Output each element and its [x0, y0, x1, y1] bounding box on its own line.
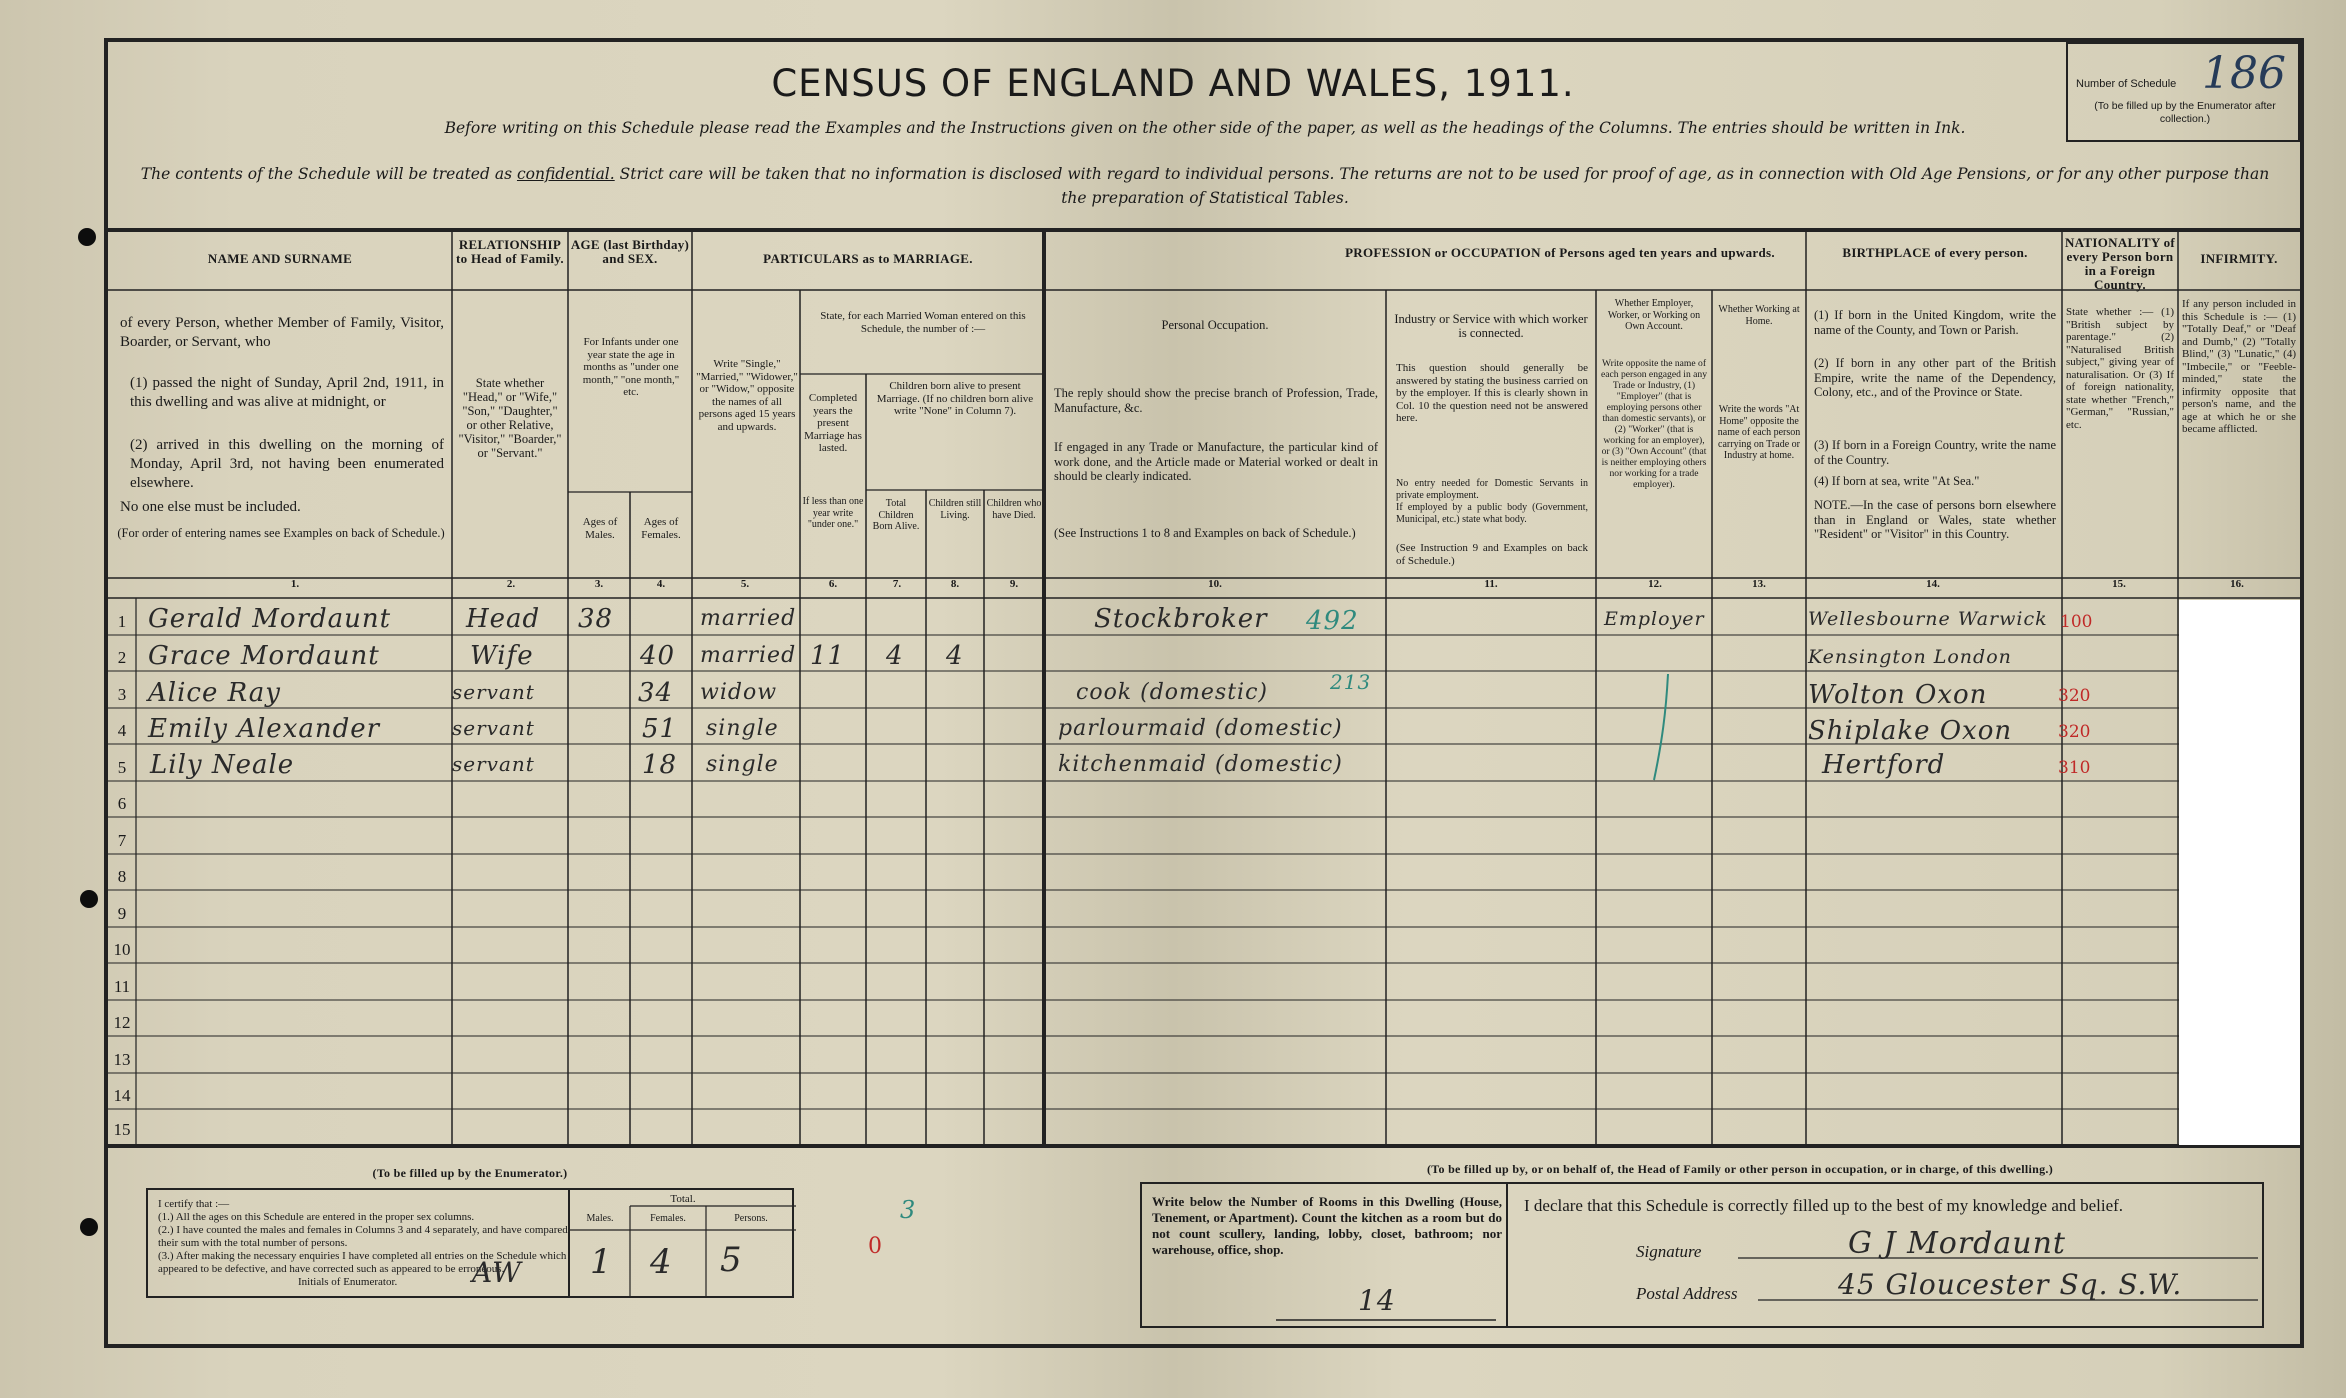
enumerator-initials: AW	[472, 1256, 522, 1289]
ages-females-label: Ages of Females.	[641, 516, 681, 541]
industry-desc-3: If employed by a public body (Government, Municipal, etc.) state what body.	[1396, 502, 1588, 525]
certify-item-1: (1.) All the ages on this Schedule are entered in the proper sex columns.	[158, 1211, 475, 1223]
entry-age-female: 34	[638, 678, 674, 708]
schedule-number: 186	[2202, 48, 2286, 99]
redacted-patch	[2179, 600, 2300, 1145]
column-number: 11.	[1484, 578, 1498, 590]
relationship-desc: State whether "Head," or "Wife," "Son," "Daughter," or other Relative, "Visitor," "Boarder," or "Servant."	[458, 376, 562, 460]
schedule-number-label: Number of Schedule	[2076, 78, 2177, 90]
total-females: 4	[650, 1242, 673, 1282]
confidentiality-text-a: The contents of the Schedule will be treated as	[140, 165, 513, 183]
header-infirmity: INFIRMITY.	[2200, 251, 2278, 266]
total-children-label: Total Children Born Alive.	[872, 498, 920, 532]
page-title: CENSUS OF ENGLAND AND WALES, 1911.	[771, 62, 1575, 105]
header-relationship: RELATIONSHIP to Head of Family.	[456, 237, 564, 266]
less-than-one-desc: If less than one year write "under one."	[802, 496, 864, 530]
column-number: 5.	[740, 578, 750, 590]
entry-employment-status: Employer	[1604, 608, 1705, 630]
row-number: 9	[117, 904, 127, 923]
name-desc-a: of every Person, whether Member of Family, Visitor, Boarder, or Servant, who	[120, 315, 444, 350]
certify-label: I certify that :—	[158, 1198, 230, 1210]
rooms-box	[1140, 1182, 1508, 1328]
intro-instructions: Before writing on this Schedule please read the Examples and the Instructions given on the other side of the paper, as well as the headings of the Columns. The entries should be written in Ink.	[444, 119, 1966, 137]
entry-relationship: servant	[452, 752, 535, 776]
personal-occupation-desc-2: If engaged in any Trade or Manufacture, the particular kind of work done, and the Article made or Material worked or dealt in should be clearly indicated.	[1054, 440, 1378, 483]
row-number: 15	[113, 1120, 131, 1139]
name-desc-d: No one else must be included.	[120, 499, 301, 515]
totals-box	[568, 1190, 794, 1296]
personal-occupation-desc-3: (See Instructions 1 to 8 and Examples on back of Schedule.)	[1054, 526, 1356, 540]
persons-label: Persons.	[734, 1213, 768, 1224]
entry-occupation-code: 213	[1330, 670, 1372, 694]
column-number: 4.	[656, 578, 666, 590]
entry-age-female: 51	[642, 714, 678, 744]
children-living-label: Children still Living.	[928, 498, 982, 521]
entry-occupation-code: 492	[1306, 606, 1359, 636]
column-number: 15.	[2112, 578, 2126, 590]
entry-children-born: 4	[886, 641, 904, 671]
birthplace-rule-3: (3) If born in a Foreign Country, write the name of the Country.	[1814, 438, 2056, 467]
row-number: 8	[117, 867, 127, 886]
header-age: AGE (last Birthday) and SEX.	[570, 237, 690, 266]
head-section-heading: (To be filled up by, or on behalf of, the Head of Family or other person in occupation, or in charge, of this dwelling.)	[1426, 1162, 2054, 1176]
ages-males-label: Ages of Males.	[582, 516, 618, 541]
row-number: 1	[117, 612, 127, 631]
entry-name: Gerald Mordaunt	[148, 604, 392, 634]
total-label: Total.	[670, 1193, 696, 1205]
entry-occupation: parlourmaid (domestic)	[1058, 716, 1343, 741]
entry-relationship: Wife	[470, 641, 534, 671]
certify-item-2: (2.) I have counted the males and females in Columns 3 and 4 separately, and have compared their sum with the total number of persons.	[158, 1224, 568, 1249]
initials-label: Initials of Enumerator.	[298, 1276, 398, 1288]
signature-label: Signature	[1636, 1242, 1702, 1261]
personal-occupation-label: Personal Occupation.	[1161, 318, 1269, 332]
declaration-text: I declare that this Schedule is correctly filled up to the best of my knowledge and belief.	[1524, 1196, 2124, 1215]
row-number: 7	[117, 831, 127, 850]
personal-occupation-desc-1: The reply should show the precise branch of Profession, Trade, Manufacture, &c.	[1054, 386, 1378, 415]
punch-hole	[78, 228, 96, 246]
entry-relationship: servant	[452, 680, 535, 704]
confidentiality-text-b: Strict care will be taken that no information is disclosed with regard to individual persons. The returns are not to be used for proof of age, as in connection with Old Age Pensions, or for any other purpose than the preparation of Statistical Tables.	[619, 165, 2270, 207]
column-number: 10.	[1208, 578, 1222, 590]
entry-birthplace-code: 320	[2058, 722, 2091, 742]
males-label: Males.	[586, 1213, 614, 1224]
entry-age-female: 18	[642, 750, 678, 780]
entry-birthplace-code: 320	[2058, 686, 2091, 706]
column-number: 3.	[594, 578, 604, 590]
entry-name: Lily Neale	[150, 750, 295, 780]
at-home-desc: Write the words "At Home" opposite the name of each person carrying on Trade or Industry at home.	[1717, 404, 1801, 461]
row-number: 6	[117, 794, 127, 813]
name-desc-c: (2) arrived in this dwelling on the morning of Monday, April 3rd, not having been enumerated elsewhere.	[130, 437, 444, 491]
completed-years-desc: Completed years the present Marriage has lasted.	[804, 392, 862, 454]
punch-hole	[80, 890, 98, 908]
females-label: Females.	[650, 1213, 686, 1224]
column-number: 2.	[506, 578, 516, 590]
birthplace-rule-2: (2) If born in any other part of the British Empire, write the name of the Dependency, Colony, etc., and of the Province or State.	[1814, 356, 2056, 399]
industry-desc-1: This question should generally be answered by stating the business carried on by the employer. If this is clearly shown in Col. 10 the question need not be answered here.	[1396, 362, 1588, 424]
employer-desc: Write opposite the name of each person engaged in any Trade or Industry, (1) "Employer" (that is employing persons other than domestic servants), or (2) "Worker" (that is working for an employer), or (3) "Own Account" (that is neither employing others nor working for a trade employer).	[1600, 358, 1708, 490]
certify-item-3: (3.) After making the necessary enquiries I have completed all entries on the Schedule which appeared to be defective, and have corrected such as appeared to be erroneous.	[158, 1250, 567, 1275]
birthplace-note: NOTE.—In the case of persons born elsewhere than in England or Wales, state whether "Resident" or "Visitor" in this Country.	[1814, 498, 2056, 541]
green-mark: 3	[900, 1196, 917, 1224]
column-number: 6.	[828, 578, 838, 590]
entry-relationship: Head	[466, 604, 541, 634]
entry-birthplace: Shiplake Oxon	[1808, 716, 2013, 746]
column-number: 7.	[892, 578, 902, 590]
row-number: 13	[113, 1050, 131, 1069]
column-number: 12.	[1648, 578, 1662, 590]
birthplace-rule-1: (1) If born in the United Kingdom, write the name of the County, and Town or Parish.	[1814, 308, 2056, 337]
row-number: 3	[117, 685, 127, 704]
industry-label: Industry or Service with which worker is connected.	[1394, 312, 1588, 340]
entry-birthplace-code: 100	[2060, 612, 2093, 632]
column-number: 1.	[290, 578, 300, 590]
header-profession: PROFESSION or OCCUPATION of Persons aged ten years and upwards.	[1345, 245, 1775, 260]
row-number: 12	[113, 1013, 131, 1032]
entry-name: Emily Alexander	[148, 714, 381, 744]
entry-age-male: 38	[578, 604, 614, 634]
header-marriage: PARTICULARS as to MARRIAGE.	[763, 251, 973, 266]
ditto-mark	[1640, 672, 1680, 782]
total-males: 1	[590, 1242, 613, 1282]
entry-birthplace: Hertford	[1822, 750, 1946, 780]
condition-desc: Write "Single," "Married," "Widower," or "Widow," opposite the names of all persons aged 15 years and upwards.	[696, 358, 798, 433]
infirmity-desc: If any person included in this Schedule is :— (1) "Totally Deaf," or "Deaf and Dumb," (2) "Totally Blind," (3) "Lunatic," (4) "Imbecile," or "Feeble-minded," state the infirmity opposite that person's name, and the age at which he or she became afflicted.	[2182, 298, 2296, 435]
column-number: 16.	[2230, 578, 2244, 590]
confidential-word: confidential.	[516, 165, 615, 183]
row-number: 10	[113, 940, 131, 959]
number-of-rooms: 14	[1358, 1284, 1396, 1317]
column-number: 14.	[1926, 578, 1940, 590]
declaration-box	[1508, 1182, 2264, 1328]
entry-condition: married	[700, 606, 797, 631]
name-desc-b: (1) passed the night of Sunday, April 2nd, 1911, in this dwelling and was alive at midnight, or	[130, 375, 444, 410]
industry-desc-4: (See Instruction 9 and Examples on back of Schedule.)	[1396, 542, 1588, 567]
entry-birthplace: Wellesbourne Warwick	[1808, 608, 2048, 630]
children-born-desc: Children born alive to present Marriage. (If no children born alive write "None" in Column 7).	[876, 380, 1034, 417]
children-died-label: Children who have Died.	[986, 498, 1042, 521]
entry-condition: single	[706, 752, 779, 777]
row-number: 2	[117, 648, 127, 667]
rooms-instructions: Write below the Number of Rooms in this Dwelling (House, Tenement, or Apartment). Count the kitchen as a room but do not count scullery, landing, lobby, closet, bathroom; nor warehouse, office, shop.	[1152, 1194, 1502, 1257]
confidentiality-notice	[130, 162, 2280, 210]
entry-birthplace: Wolton Oxon	[1808, 680, 1988, 710]
entry-condition: married	[700, 643, 797, 668]
entry-condition: single	[706, 716, 779, 741]
row-number: 5	[117, 758, 127, 777]
entry-birthplace: Kensington London	[1808, 646, 2012, 668]
name-desc-e: (For order of entering names see Examples on back of Schedule.)	[117, 526, 445, 540]
entry-occupation: cook (domestic)	[1076, 680, 1268, 705]
nationality-desc: State whether :— (1) "British subject by parentage." (2) "Naturalised British subject," giving year of naturalisation. Or (3) If of foreign nationality, state whether "French," "German," "Russian," etc.	[2066, 306, 2174, 431]
column-number: 13.	[1752, 578, 1766, 590]
schedule-number-note: (To be filled up by the Enumerator after collection.)	[2094, 100, 2276, 125]
signature: G J Mordaunt	[1848, 1226, 2066, 1261]
entry-children-living: 4	[946, 641, 964, 671]
column-number: 8.	[950, 578, 960, 590]
birthplace-rule-4: (4) If born at sea, write "At Sea."	[1814, 474, 1980, 488]
postal-address: 45 Gloucester Sq. S.W.	[1838, 1268, 2183, 1301]
infants-desc: For Infants under one year state the age in months as "under one month," "one month," etc.	[582, 336, 680, 398]
entry-name: Grace Mordaunt	[148, 641, 380, 671]
header-name: NAME AND SURNAME	[207, 251, 353, 266]
at-home-label: Whether Working at Home.	[1718, 304, 1800, 327]
entry-years-married: 11	[810, 641, 846, 671]
postal-address-label: Postal Address	[1636, 1284, 1738, 1303]
entry-age-female: 40	[640, 641, 676, 671]
industry-desc-2: No entry needed for Domestic Servants in private employment.	[1396, 478, 1588, 501]
entry-occupation: Stockbroker	[1094, 604, 1268, 634]
rooms-line	[1276, 1318, 1496, 1322]
entry-birthplace-code: 310	[2058, 758, 2091, 778]
enumerator-certificate	[146, 1188, 794, 1298]
row-number: 14	[113, 1086, 131, 1105]
married-woman-desc: State, for each Married Woman entered on this Schedule, the number of :—	[820, 310, 1026, 335]
header-nationality: NATIONALITY of every Person born in a Foreign Country.	[2064, 235, 2175, 292]
entry-occupation: kitchenmaid (domestic)	[1058, 752, 1343, 777]
column-number: 9.	[1009, 578, 1019, 590]
employer-label: Whether Employer, Worker, or Working on Own Account.	[1607, 298, 1701, 332]
entry-condition: widow	[700, 680, 778, 705]
row-number: 4	[117, 721, 127, 740]
total-persons: 5	[720, 1240, 743, 1280]
enumerator-heading: (To be filled up by the Enumerator.)	[372, 1166, 568, 1180]
entry-relationship: servant	[452, 716, 535, 740]
row-number: 11	[113, 977, 131, 996]
punch-hole	[80, 1218, 98, 1236]
red-mark: 0	[868, 1234, 882, 1259]
header-birthplace: BIRTHPLACE of every person.	[1842, 245, 2028, 260]
entry-name: Alice Ray	[148, 678, 281, 708]
